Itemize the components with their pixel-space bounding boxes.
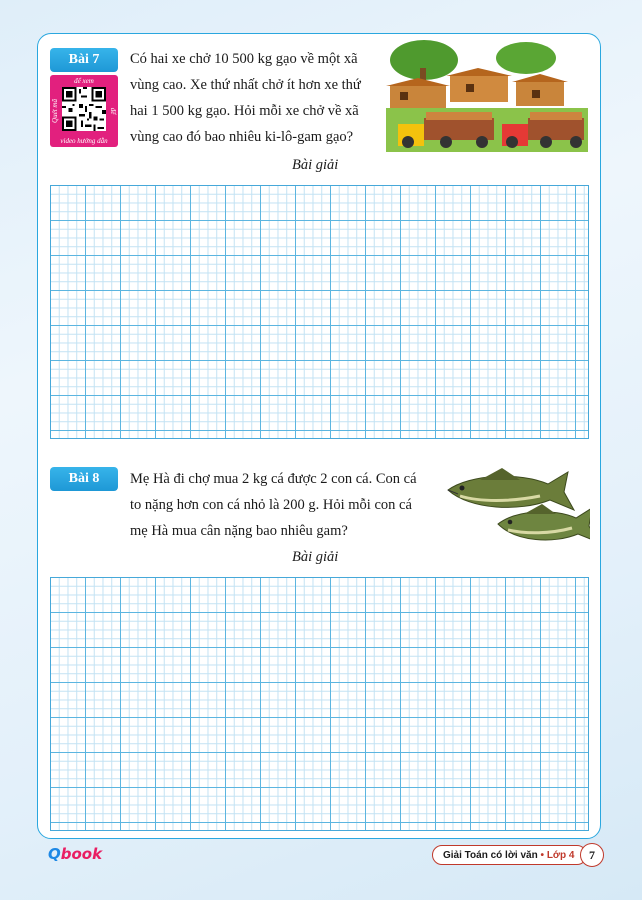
- exercise-8-line-2: to nặng hơn con cá nhỏ là 200 g. Hỏi mỗi con cá: [130, 497, 412, 513]
- grade-label: Lớp 4: [546, 850, 575, 861]
- exercise-7-answer-grid[interactable]: [50, 185, 589, 439]
- publisher-logo: [48, 845, 102, 863]
- exercise-8-answer-grid[interactable]: [50, 577, 589, 831]
- exercise-7-line-4: vùng cao đó bao nhiêu ki-lô-gam gạo?: [130, 129, 354, 145]
- exercise-7-text: [130, 46, 361, 150]
- book-title-pill: [432, 845, 587, 865]
- exercise-8-line-3: mẹ Hà mua cân nặng bao nhiêu gam?: [130, 523, 348, 539]
- book-title: Giải Toán có lời văn: [443, 850, 538, 861]
- qr-caption-top: để xem: [74, 77, 94, 85]
- qr-caption-left: Quét mã: [51, 99, 59, 123]
- exercise-7-line-2: vùng cao. Xe thứ nhất chở ít hơn xe thứ: [130, 77, 361, 93]
- qr-code-icon[interactable]: [62, 87, 106, 131]
- qr-code-panel[interactable]: [50, 75, 118, 147]
- exercise-7-badge: Bài 7: [50, 48, 118, 72]
- exercise-7-line-1: Có hai xe chở 10 500 kg gạo về một xã: [130, 51, 358, 67]
- exercise-8-text: [130, 466, 417, 544]
- logo-letters-book: book: [60, 845, 103, 863]
- qr-caption-bottom: video hướng dẫn: [60, 137, 108, 145]
- exercise-8-line-1: Mẹ Hà đi chợ mua 2 kg cá được 2 con cá. Con cá: [130, 471, 417, 487]
- exercise-8-solution-heading: Bài giải: [292, 549, 339, 565]
- village-trucks-illustration: [386, 38, 588, 152]
- exercise-8-badge: Bài 8: [50, 467, 118, 491]
- fish-illustration: [440, 462, 590, 552]
- title-separator: •: [540, 850, 545, 861]
- exercise-7-line-3: hai 1 500 kg gạo. Hỏi mỗi xe chở về xã: [130, 103, 359, 119]
- exercise-7-solution-heading: Bài giải: [292, 157, 339, 173]
- page-number: 7: [580, 843, 604, 867]
- logo-letter-q: Q: [48, 845, 61, 863]
- qr-caption-right: để: [109, 107, 117, 115]
